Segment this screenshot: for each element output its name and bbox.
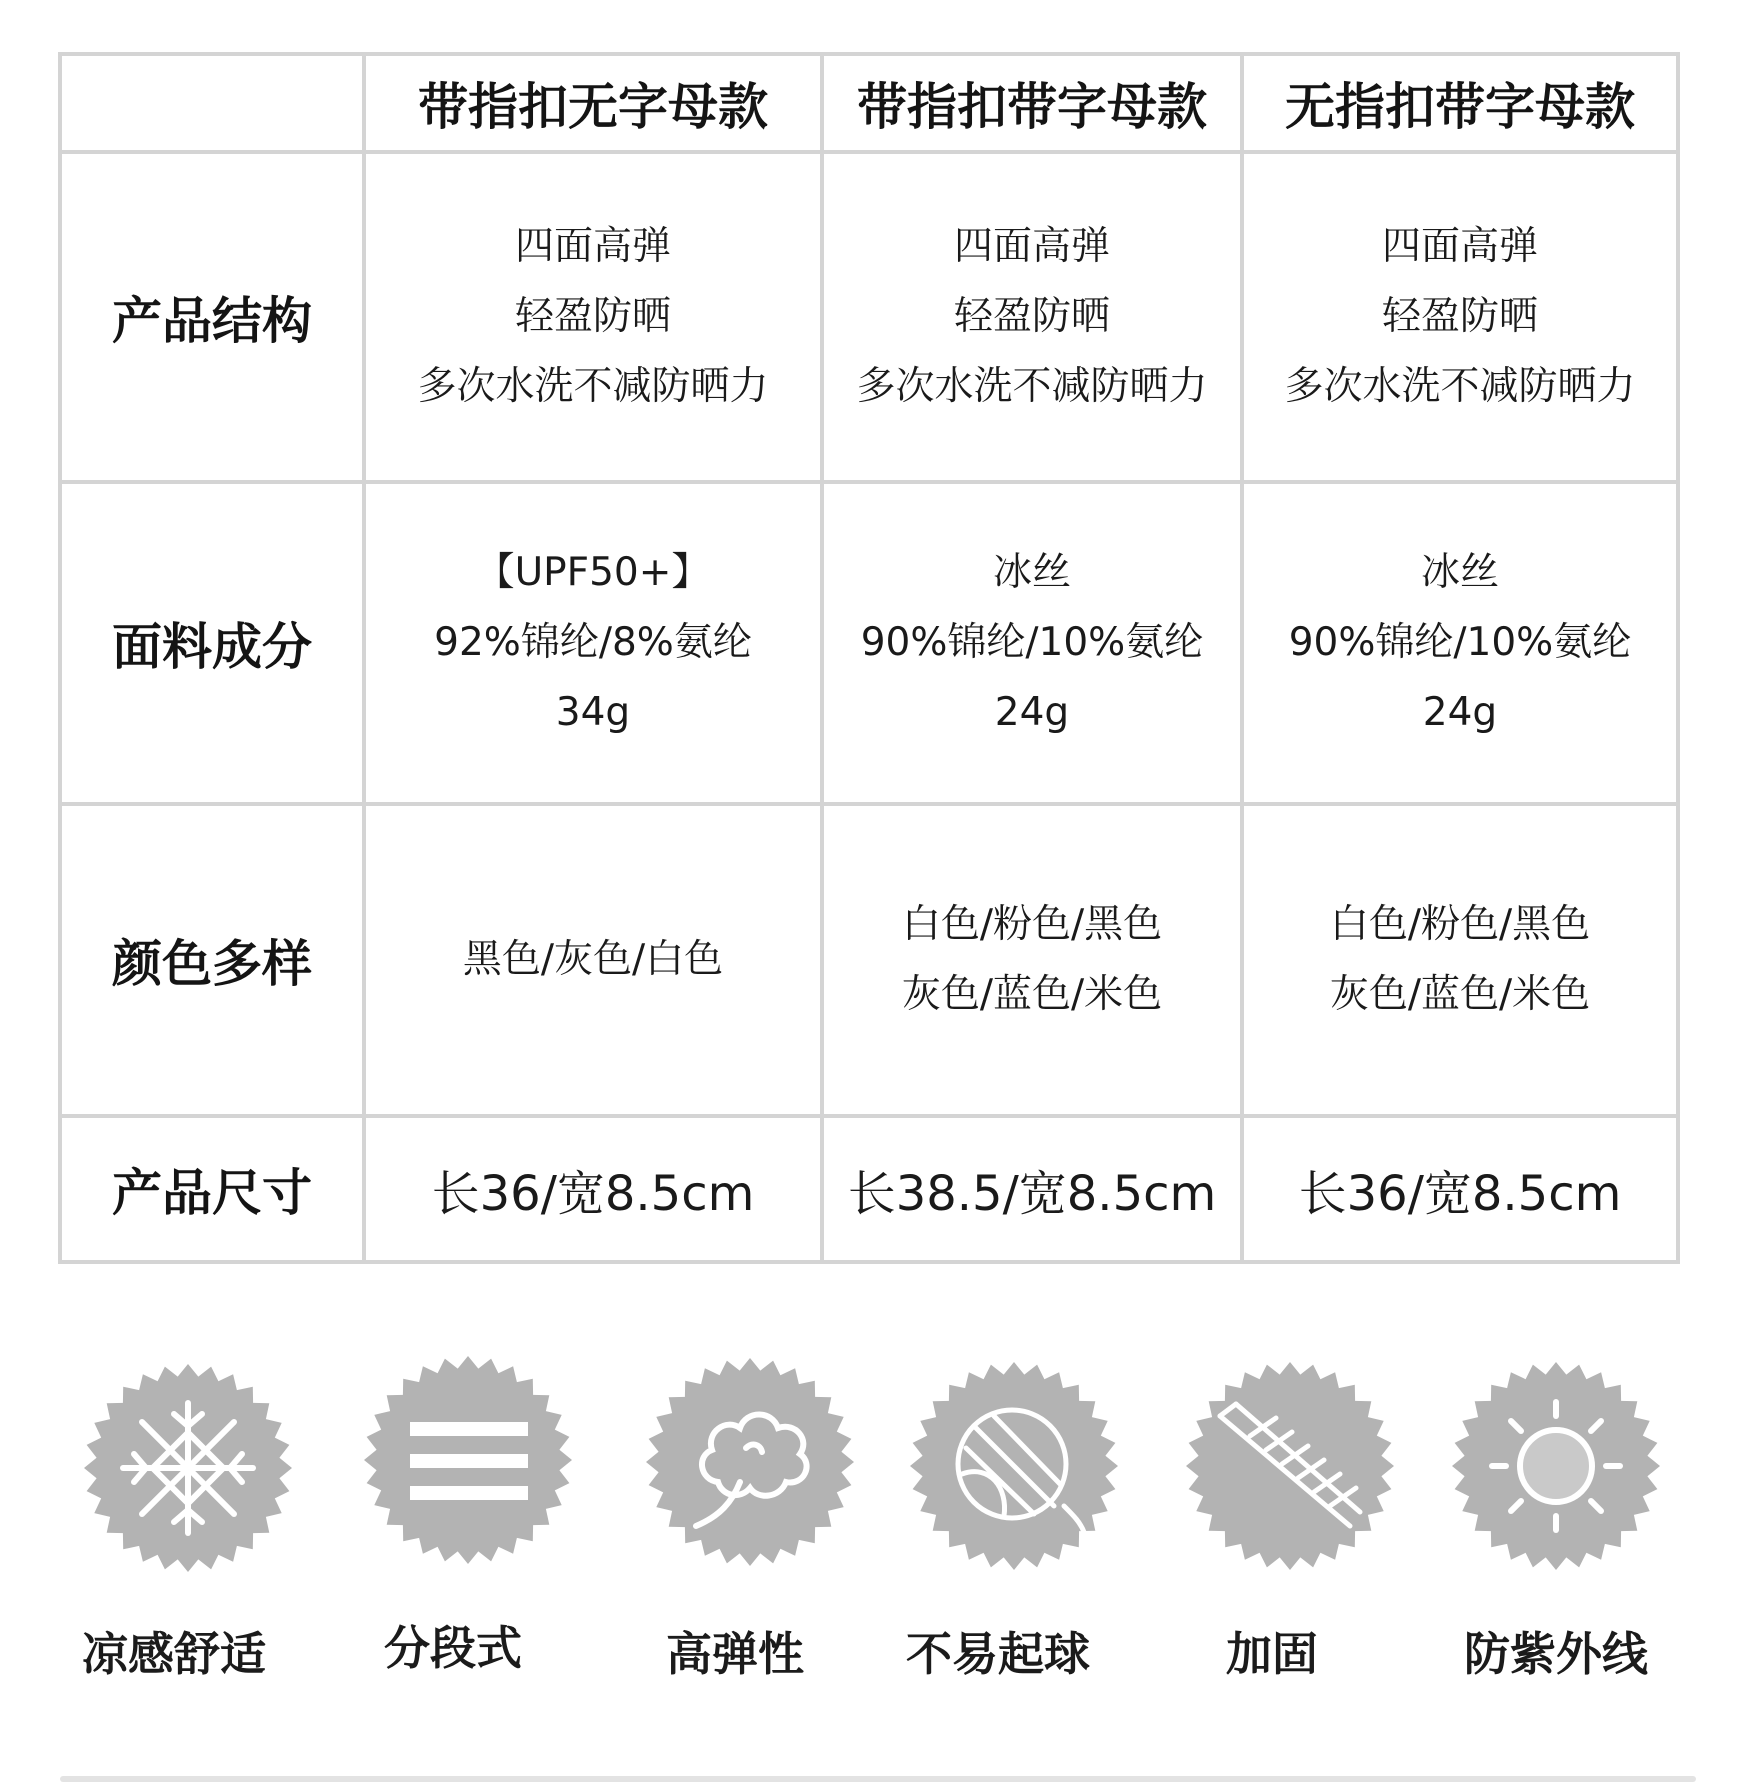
table-row-size <box>60 1116 1678 1262</box>
cell-line: 92%锦纶/8%氨纶 <box>434 620 752 665</box>
cell-line: 90%锦纶/10%氨纶 <box>1288 620 1632 665</box>
feature-reinforced <box>1180 1356 1400 1576</box>
cell-line: 四面高弹 <box>953 224 1110 269</box>
table-header-row <box>60 54 1678 152</box>
colors-cell <box>364 804 822 1116</box>
size-value: 长38.5/宽8.5cm <box>847 1165 1217 1222</box>
cell-line: 【UPF50+】 <box>475 550 711 595</box>
row-label-fabric: 面料成分 <box>60 482 364 804</box>
cell-line: 24g <box>994 690 1070 735</box>
structure-cell <box>364 152 822 482</box>
feature-uv-protection <box>1446 1356 1666 1576</box>
feature-label-anti-pilling: 不易起球 <box>906 1627 1090 1681</box>
cell-line: 轻盈防晒 <box>514 294 671 339</box>
size-cell <box>1242 1116 1678 1262</box>
yarn-ball-icon <box>904 1356 1124 1576</box>
snowflake-icon <box>78 1358 298 1578</box>
fabric-cell <box>822 482 1242 804</box>
table-row-colors <box>60 804 1678 1116</box>
column-header-with-ring-no-letters: 带指扣无字母款 <box>364 54 822 152</box>
table-row-fabric <box>60 482 1678 804</box>
feature-elastic <box>640 1352 860 1572</box>
cell-line: 90%锦纶/10%氨纶 <box>860 620 1204 665</box>
structure-cell <box>822 152 1242 482</box>
structure-cell <box>1242 152 1678 482</box>
fabric-cell <box>1242 482 1678 804</box>
corner-cell <box>60 54 364 152</box>
cell-line: 轻盈防晒 <box>953 294 1110 339</box>
cell-line: 四面高弹 <box>514 224 671 269</box>
bottom-divider <box>60 1776 1696 1782</box>
size-cell <box>822 1116 1242 1262</box>
colors-cell <box>1242 804 1678 1116</box>
cell-line: 灰色/蓝色/米色 <box>1329 972 1591 1017</box>
size-value: 长36/宽8.5cm <box>1298 1165 1622 1222</box>
cell-line: 灰色/蓝色/米色 <box>901 972 1163 1017</box>
cell-line: 多次水洗不减防晒力 <box>856 364 1208 409</box>
feature-label-elastic: 高弹性 <box>666 1627 804 1681</box>
cell-line: 轻盈防晒 <box>1381 294 1538 339</box>
colors-cell <box>822 804 1242 1116</box>
stretch-cloud-icon <box>640 1352 860 1572</box>
cell-line: 多次水洗不减防晒力 <box>417 364 769 409</box>
feature-label-uv-protection: 防紫外线 <box>1464 1627 1648 1681</box>
size-cell <box>364 1116 822 1262</box>
column-header-no-ring-with-letters: 无指扣带字母款 <box>1242 54 1678 152</box>
cell-line: 黑色/灰色/白色 <box>462 937 724 982</box>
segments-icon <box>358 1350 578 1570</box>
fabric-cell <box>364 482 822 804</box>
feature-cooling <box>78 1358 298 1578</box>
cell-line: 白色/粉色/黑色 <box>1329 902 1591 947</box>
table-row-structure <box>60 152 1678 482</box>
row-label-size: 产品尺寸 <box>60 1116 364 1262</box>
feature-segmented <box>358 1350 578 1570</box>
reinforced-stitch-icon <box>1180 1356 1400 1576</box>
cell-line: 四面高弹 <box>1381 224 1538 269</box>
spec-comparison-table <box>58 52 1680 1264</box>
cell-line: 冰丝 <box>992 550 1071 595</box>
feature-label-segmented: 分段式 <box>384 1621 522 1675</box>
cell-line: 34g <box>555 690 631 735</box>
feature-label-cooling: 凉感舒适 <box>82 1627 266 1681</box>
sun-icon <box>1446 1356 1666 1576</box>
cell-line: 白色/粉色/黑色 <box>901 902 1163 947</box>
feature-anti-pilling <box>904 1356 1124 1576</box>
cell-line: 冰丝 <box>1420 550 1499 595</box>
cell-line: 24g <box>1422 690 1498 735</box>
cell-line: 多次水洗不减防晒力 <box>1284 364 1636 409</box>
size-value: 长36/宽8.5cm <box>431 1165 755 1222</box>
feature-label-reinforced: 加固 <box>1226 1627 1318 1681</box>
column-header-with-ring-with-letters: 带指扣带字母款 <box>822 54 1242 152</box>
row-label-colors: 颜色多样 <box>60 804 364 1116</box>
row-label-structure: 产品结构 <box>60 152 364 482</box>
